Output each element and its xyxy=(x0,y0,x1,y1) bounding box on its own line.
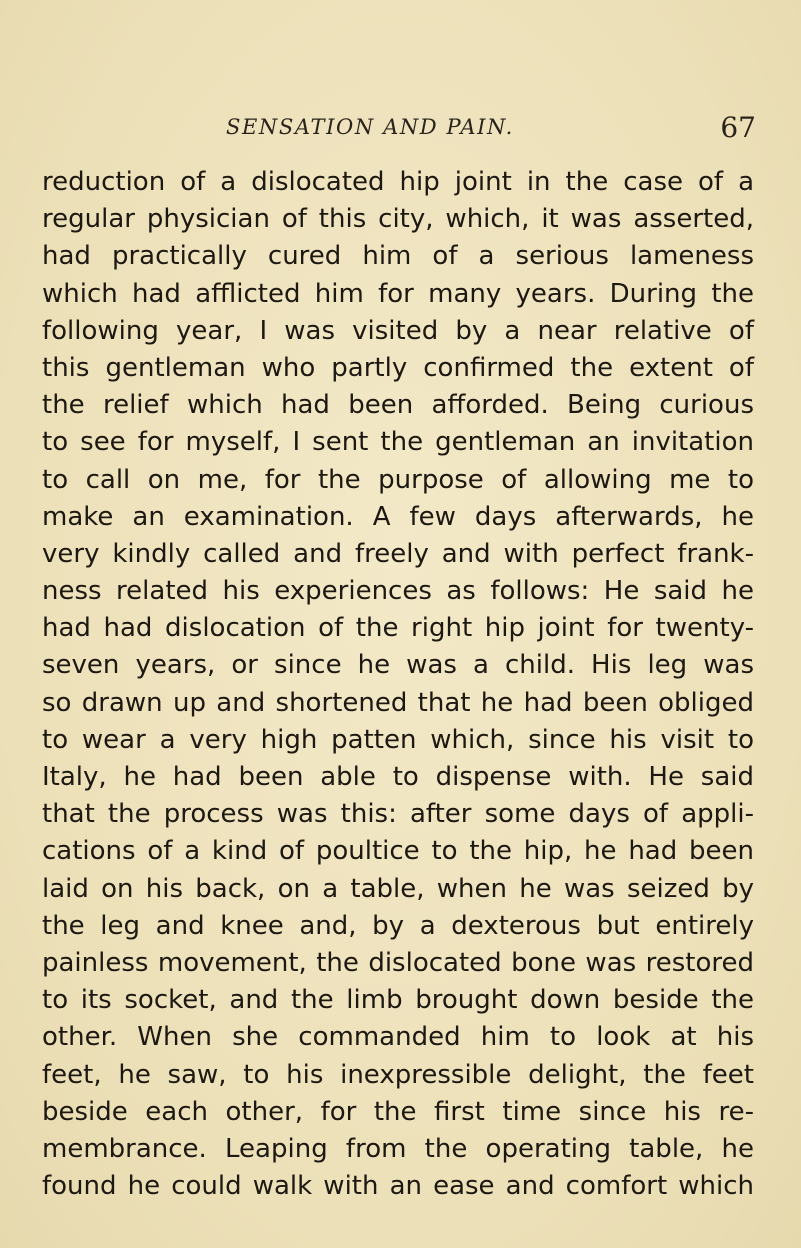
text-line: seven years, or since he was a child. His leg was xyxy=(42,650,754,681)
text-line: had had dislocation of the right hip joint for twenty- xyxy=(42,613,754,644)
running-head xyxy=(226,111,756,151)
page-number: 67 xyxy=(720,111,756,144)
text-line: feet, he saw, to his inexpressible delight, the feet xyxy=(42,1059,754,1090)
text-line: to wear a very high patten which, since his visit to xyxy=(42,724,754,755)
text-line: ness related his experiences as follows: He said he xyxy=(42,576,754,607)
text-line: found he could walk with an ease and comfort which xyxy=(42,1171,754,1202)
text-line: to call on me, for the purpose of allowing me to xyxy=(42,464,754,495)
text-line: very kindly called and freely and with perfect frank- xyxy=(42,538,754,569)
text-line: laid on his back, on a table, when he was seized by xyxy=(42,873,754,904)
text-line: Italy, he had been able to dispense with. He said xyxy=(42,762,754,792)
body-text xyxy=(42,164,754,1205)
text-line: membrance. Leaping from the operating table, he xyxy=(42,1133,754,1164)
text-line: that the process was this: after some days of appli- xyxy=(42,799,754,830)
running-title: SENSATION AND PAIN. xyxy=(226,115,514,139)
text-line: the relief which had been afforded. Being curious xyxy=(42,390,754,421)
text-line: make an examination. A few days afterwards, he xyxy=(42,501,754,532)
text-line: cations of a kind of poultice to the hip, he had been xyxy=(42,836,754,867)
text-line: other. When she commanded him to look at his xyxy=(42,1022,754,1053)
text-line: regular physician of this city, which, it was asserted, xyxy=(42,204,754,235)
text-line: following year, I was visited by a near relative of xyxy=(42,315,754,346)
text-line: to its socket, and the limb brought down beside the xyxy=(42,985,754,1016)
text-line: so drawn up and shortened that he had been obliged xyxy=(42,687,754,718)
text-line: beside each other, for the first time since his re- xyxy=(42,1096,754,1127)
text-line: the leg and knee and, by a dexterous but entirely xyxy=(42,910,754,941)
text-line: to see for myself, I sent the gentleman an invitation xyxy=(42,427,754,458)
text-line: painless movement, the dislocated bone was restored xyxy=(42,947,754,978)
text-line: this gentleman who partly confirmed the extent of xyxy=(42,352,754,383)
text-line: which had afflicted him for many years. During the xyxy=(42,278,754,309)
text-line: reduction of a dislocated hip joint in the case of a xyxy=(42,167,754,197)
text-line: had practically cured him of a serious lameness xyxy=(42,241,754,272)
